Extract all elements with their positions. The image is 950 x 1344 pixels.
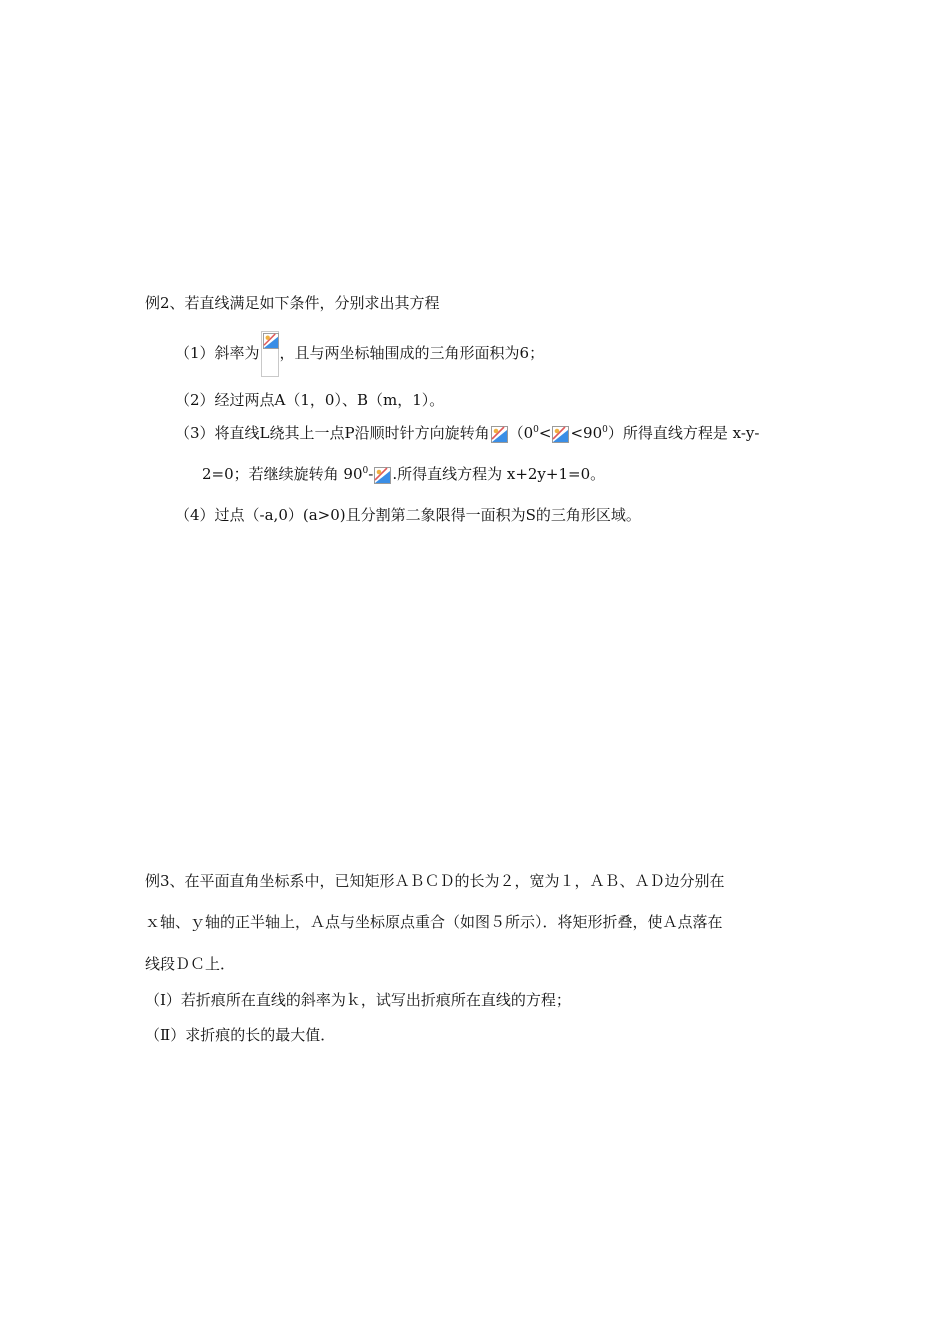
degree-sup: 0 [533, 425, 539, 435]
example2-item3-line2 [202, 464, 605, 484]
item3-text-c: < [538, 424, 552, 442]
item3-line2-text-b: - [368, 465, 374, 483]
angle-alpha-image-icon [374, 467, 391, 484]
item3-text-e: ）所得直线方程是 x-y- [607, 424, 760, 442]
example2-item4: （4）过点（-a,0）(a>0)且分割第二象限得一面积为S的三角形区域。 [175, 506, 641, 524]
item3-line2-text-c: .所得直线方程为 x+2y+1=0。 [392, 465, 606, 483]
item3-line2-text-a: 2=0；若继续旋转角 90 [202, 465, 363, 483]
item3-text-a: （3）将直线L绕其上一点P沿顺时针方向旋转角 [175, 424, 490, 442]
example3-heading-line2: ｘ轴、ｙ轴的正半轴上，Ａ点与坐标原点重合（如图５所示）．将矩形折叠，使Ａ点落在 [145, 913, 723, 931]
item3-text-d: <90 [570, 424, 603, 442]
example3-part1: （Ⅰ）若折痕所在直线的斜率为ｋ，试写出折痕所在直线的方程； [145, 991, 571, 1009]
example3-heading-line1: 例3、在平面直角坐标系中，已知矩形ＡＢＣＤ的长为２，宽为１，ＡＢ、ＡＤ边分别在 [145, 872, 725, 890]
example3-part2: （Ⅱ）求折痕的长的最大值． [145, 1026, 336, 1044]
item1-prefix: （1）斜率为 [175, 344, 260, 362]
angle-alpha-image-icon [491, 426, 508, 443]
example2-heading: 例2、若直线满足如下条件，分别求出其方程 [145, 294, 440, 312]
item1-suffix: ，且与两坐标轴围成的三角形面积为6； [279, 344, 545, 362]
slope-image-icon [261, 331, 279, 377]
item3-text-b: （0 [508, 424, 534, 442]
example2-item1 [175, 330, 544, 376]
example2-item3-line1 [175, 423, 759, 443]
angle-alpha-image-icon [552, 426, 569, 443]
example3-heading-line3: 线段ＤＣ上． [145, 955, 236, 973]
degree-sup: 0 [362, 466, 369, 476]
degree-sup: 0 [602, 425, 608, 435]
example2-item2: （2）经过两点A（1，0）、B（m，1）。 [175, 391, 445, 409]
